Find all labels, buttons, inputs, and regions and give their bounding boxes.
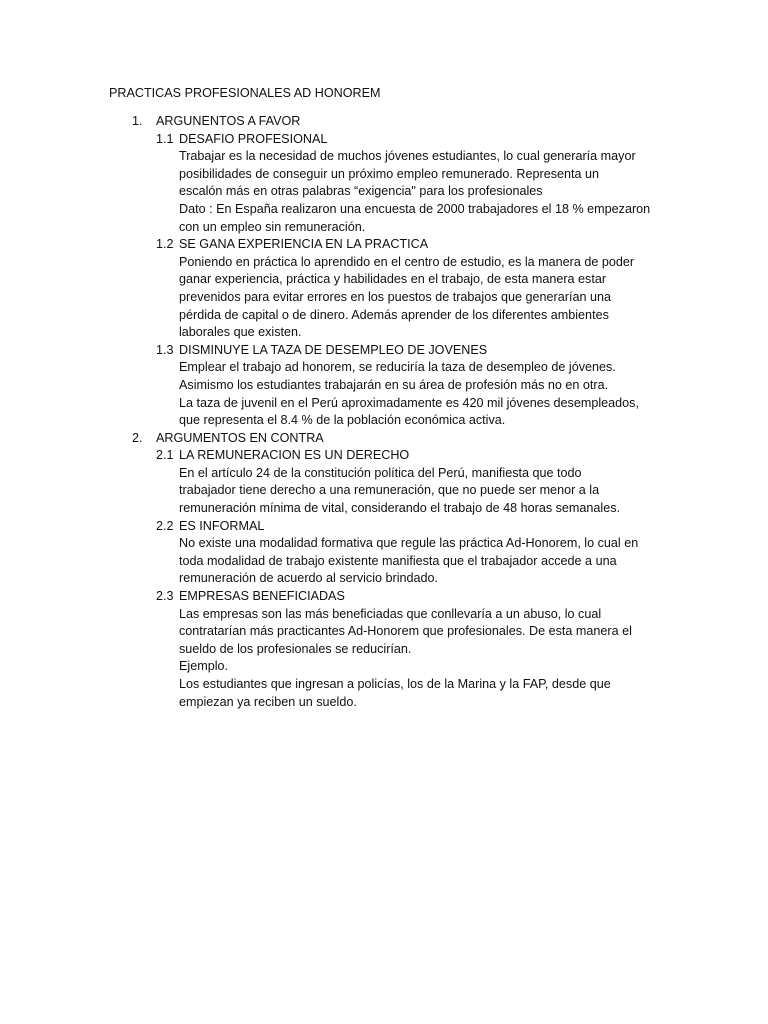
paragraph-line: Emplear el trabajo ad honorem, se reduciría la taza de desempleo de jóvenes. bbox=[179, 360, 616, 375]
paragraph-line: escalón más en otras palabras “exigencia" para los profesionales bbox=[179, 184, 543, 199]
subsection-number: 1.3 bbox=[156, 342, 174, 357]
paragraph-line: Asimismo los estudiantes trabajarán en su área de profesión más no en otra. bbox=[179, 377, 609, 392]
subsection-heading-1-2 bbox=[109, 236, 669, 254]
paragraph-line: Trabajar es la necesidad de muchos jóvenes estudiantes, lo cual generaría mayor bbox=[179, 149, 636, 164]
section-title: ARGUNENTOS A FAVOR bbox=[156, 114, 301, 128]
paragraph-line: con un empleo sin remuneración. bbox=[179, 219, 366, 234]
subsection-number: 2.2 bbox=[156, 518, 174, 533]
paragraph-line: ganar experiencia, práctica y habilidades en el trabajo, de esta manera estar bbox=[179, 272, 607, 287]
subsection-number: 1.1 bbox=[156, 131, 174, 146]
section-number: 1. bbox=[132, 114, 143, 128]
subsection-title: ES INFORMAL bbox=[179, 518, 265, 533]
paragraph-line: No existe una modalidad formativa que regule las práctica Ad-Honorem, lo cual en bbox=[179, 536, 639, 551]
paragraph-line: contratarían más practicantes Ad-Honorem que profesionales. De esta manera el bbox=[179, 624, 632, 639]
document-title: PRACTICAS PROFESIONALES AD HONOREM bbox=[109, 86, 381, 100]
section-heading-1 bbox=[109, 113, 669, 131]
paragraph-line: remuneración de acuerdo al servicio brindado. bbox=[179, 571, 439, 586]
paragraph-line: sueldo de los profesionales se reducirían. bbox=[179, 641, 412, 656]
paragraph-line: La taza de juvenil en el Perú aproximadamente es 420 mil jóvenes desempleados, bbox=[179, 395, 639, 410]
section-heading-2 bbox=[109, 430, 669, 448]
subsection-heading-2-1 bbox=[109, 447, 669, 465]
paragraph-line: Las empresas son las más beneficiadas que conllevaría a un abuso, lo cual bbox=[179, 606, 602, 621]
subsection-heading-1-3 bbox=[109, 342, 669, 360]
paragraph-line: En el artículo 24 de la constitución política del Perú, manifiesta que todo bbox=[179, 465, 582, 480]
paragraph-line: trabajador tiene derecho a una remuneración, que no puede ser menor a la bbox=[179, 483, 600, 498]
subsection-heading-2-2 bbox=[109, 518, 669, 536]
paragraph-line: toda modalidad de trabajo existente manifiesta que el trabajador accede a una bbox=[179, 553, 617, 568]
paragraph-line: que representa el 8.4 % de la población económica activa. bbox=[179, 413, 506, 428]
subsection-heading-1-1 bbox=[109, 131, 669, 149]
subsection-number: 2.1 bbox=[156, 448, 174, 463]
paragraph-line: prevenidos para evitar errores en los puestos de trabajos que generarían una bbox=[179, 289, 611, 304]
section-number: 2. bbox=[132, 430, 143, 445]
subsection-heading-2-3 bbox=[109, 588, 669, 606]
paragraph-line: laborales que existen. bbox=[179, 325, 302, 340]
document-body bbox=[109, 113, 669, 711]
paragraph-line: pérdida de capital o de dinero. Además aprender de los diferentes ambientes bbox=[179, 307, 609, 322]
subsection-title: LA REMUNERACION ES UN DERECHO bbox=[179, 448, 410, 463]
subsection-title: DESAFIO PROFESIONAL bbox=[179, 131, 328, 146]
paragraph-line: remuneración mínima de vital, considerando el trabajo de 48 horas semanales. bbox=[179, 501, 621, 516]
subsection-title: SE GANA EXPERIENCIA EN LA PRACTICA bbox=[179, 237, 429, 252]
subsection-number: 1.2 bbox=[156, 237, 174, 252]
subsection-title: EMPRESAS BENEFICIADAS bbox=[179, 589, 345, 604]
paragraph-line: Ejemplo. bbox=[179, 659, 228, 674]
subsection-number: 2.3 bbox=[156, 589, 174, 604]
paragraph-line: Los estudiantes que ingresan a policías, los de la Marina y la FAP, desde que bbox=[179, 677, 611, 691]
paragraph-line: Dato : En España realizaron una encuesta de 2000 trabajadores el 18 % empezaron bbox=[179, 201, 651, 216]
paragraph-line: empiezan ya reciben un sueldo. bbox=[179, 694, 357, 709]
subsection-title: DISMINUYE LA TAZA DE DESEMPLEO DE JOVENES bbox=[179, 342, 488, 357]
section-title: ARGUMENTOS EN CONTRA bbox=[156, 430, 324, 445]
paragraph-line: Poniendo en práctica lo aprendido en el centro de estudio, es la manera de poder bbox=[179, 254, 635, 269]
paragraph-line: posibilidades de conseguir un próximo empleo remunerado. Representa un bbox=[179, 166, 600, 181]
